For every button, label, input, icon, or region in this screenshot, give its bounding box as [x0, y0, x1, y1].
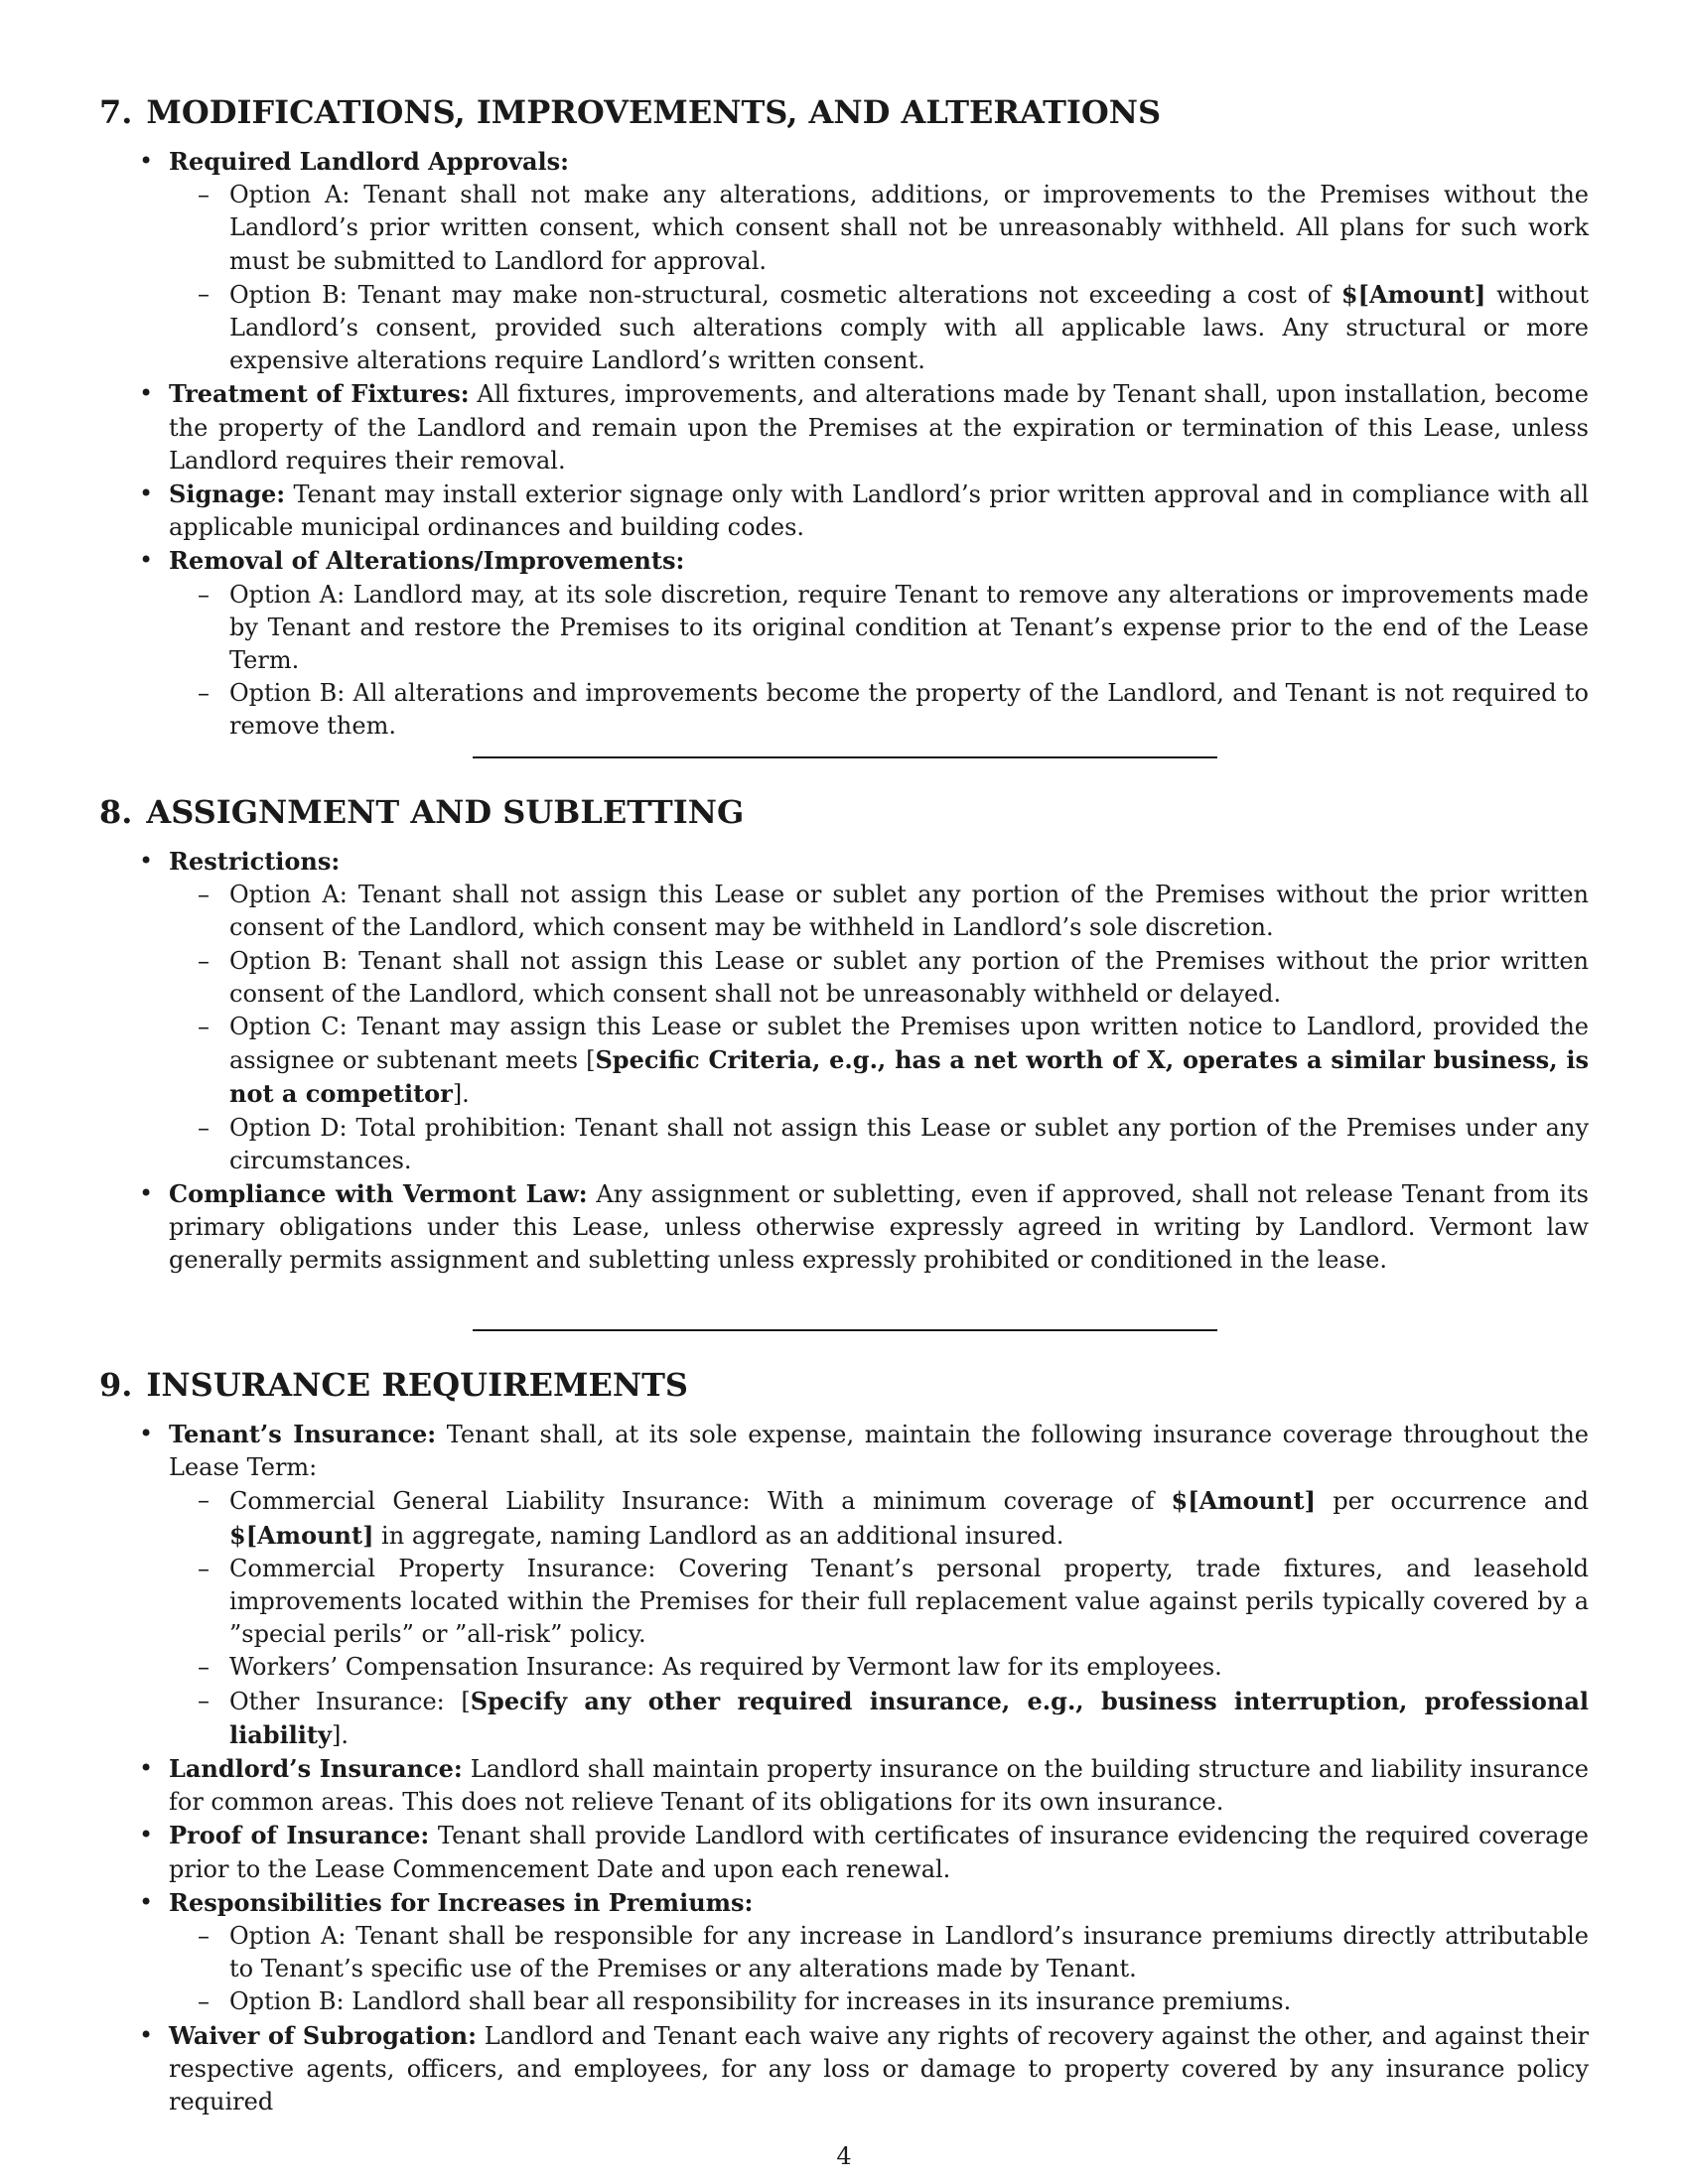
- section-title: ASSIGNMENT AND SUBLETTING: [146, 793, 745, 831]
- list-item: [169, 145, 1589, 377]
- list-item: [169, 1177, 1589, 1278]
- section-divider: [473, 1329, 1217, 1331]
- sub-list-item: – Option A: Tenant shall be responsible for any increase in Landlord’s insurance premiums directly attributable to Tenant’s specific use of the Premises or any alterations made by Tenant.: [229, 1920, 1589, 1985]
- text: in aggregate, naming Landlord as an additional insured.: [373, 1521, 1064, 1550]
- sub-list-item: – Option B: Tenant shall not assign this Lease or sublet any portion of the Premises without the prior written consent of the Landlord, which consent shall not be unreasonably withheld or delayed.: [229, 945, 1589, 1011]
- list-item: [169, 1886, 1589, 2019]
- item-text: Tenant may install exterior signage only with Landlord’s prior written approval and in compliance with all applicable municipal ordinances and building codes.: [169, 480, 1589, 542]
- item-label: Responsibilities for Increases in Premiums:: [169, 1887, 754, 1917]
- list-item: [169, 845, 1589, 1177]
- item-text: All fixtures, improvements, and alterations made by Tenant shall, upon installation, become the property of the Landlord and remain upon the Premises at the expiration or termination of this Lease, unless Landlord requires their removal.: [169, 380, 1589, 475]
- amount-placeholder: $[Amount]: [1171, 1486, 1316, 1516]
- sub-list-item: – Option A: Landlord may, at its sole discretion, require Tenant to remove any alterations or improvements made by Tenant and restore the Premises to its original condition at Tenant’s expense prior to the end of the Lease Term.: [229, 579, 1589, 678]
- text: ].: [331, 1720, 349, 1749]
- section-number: 9.: [99, 1366, 133, 1404]
- sub-list: [169, 1920, 1589, 2019]
- list-item: [169, 544, 1589, 743]
- section-number: 8.: [99, 793, 133, 831]
- section-8: [99, 791, 1589, 1278]
- amount-placeholder: $[Amount]: [229, 1520, 374, 1550]
- item-text: Tenant shall provide Landlord with certificates of insurance evidencing the required coverage prior to the Lease Commencement Date and upon each renewal.: [169, 1822, 1589, 1883]
- item-label: Signage:: [169, 479, 286, 509]
- item-text: Any assignment or subletting, even if approved, shall not release Tenant from its primary obligations under this Lease, unless otherwise expressly agreed in writing by Landlord. Vermont law generally permits assignment and subletting unless expressly prohibited or conditioned in the lease.: [169, 1180, 1589, 1275]
- section-7: [99, 91, 1589, 744]
- item-label: Proof of Insurance:: [169, 1821, 430, 1850]
- item-label: Restrictions:: [169, 847, 341, 876]
- insurance-placeholder: Specify any other required insurance, e.g., business interruption, professional liability: [229, 1686, 1589, 1749]
- text: without Landlord’s consent, provided such alterations comply with all applicable laws. Any structural or more expensive alterations require Landlord’s written consent.: [229, 280, 1590, 375]
- sub-list: [169, 879, 1589, 1177]
- item-label: Compliance with Vermont Law:: [169, 1179, 588, 1209]
- sub-list-item: – Commercial Property Insurance: Covering Tenant’s personal property, trade fixtures, and leasehold improvements located within the Premises for their full replacement value against perils typically covered by a ”special perils” or ”all-risk” policy.: [229, 1553, 1589, 1652]
- item-text: Landlord and Tenant each waive any rights of recovery against the other, and against their respective agents, officers, and employees, for any loss or damage to property covered by any insurance policy required: [169, 2021, 1589, 2116]
- criteria-placeholder: Specific Criteria, e.g., has a net worth of X, operates a similar business, is not a competitor: [229, 1045, 1589, 1109]
- amount-placeholder: $[Amount]: [1340, 279, 1486, 309]
- section-7-list: [99, 145, 1589, 744]
- section-divider: [473, 756, 1217, 758]
- sub-list-item: – Option D: Total prohibition: Tenant shall not assign this Lease or sublet any portion of the Premises under any circumstances.: [229, 1112, 1589, 1177]
- item-label: Landlord’s Insurance:: [169, 1754, 463, 1784]
- section-title: MODIFICATIONS, IMPROVEMENTS, AND ALTERATIONS: [146, 93, 1162, 131]
- item-label: Treatment of Fixtures:: [169, 379, 470, 409]
- text: Other Insurance: [: [229, 1687, 471, 1715]
- list-item: [169, 1819, 1589, 1885]
- text: per occurrence and: [1315, 1487, 1590, 1516]
- list-item: [169, 377, 1589, 478]
- list-item: [169, 1752, 1589, 1819]
- sub-list-item: [229, 1011, 1589, 1112]
- item-label: Tenant’s Insurance:: [169, 1420, 437, 1448]
- item-label: Removal of Alterations/Improvements:: [169, 546, 685, 576]
- section-9-heading: [99, 1364, 1589, 1406]
- section-7-heading: [99, 91, 1589, 133]
- page-number: 4: [836, 2142, 852, 2170]
- section-title: INSURANCE REQUIREMENTS: [146, 1366, 689, 1404]
- sub-list-item: – Option A: Tenant shall not assign this Lease or sublet any portion of the Premises without the prior written consent of the Landlord, which consent may be withheld in Landlord’s sole discretion.: [229, 879, 1589, 944]
- sub-list-item: – Option A: Tenant shall not make any alterations, additions, or improvements to the Premises without the Landlord’s prior written consent, which consent shall not be unreasonably withheld. All plans for such work must be submitted to Landlord for approval.: [229, 179, 1589, 278]
- item-label: Required Landlord Approvals:: [169, 147, 569, 176]
- sub-list: [169, 179, 1589, 377]
- sub-list-item: – Option B: All alterations and improvements become the property of the Landlord, and Tenant is not required to remove them.: [229, 677, 1589, 743]
- section-8-list: [99, 845, 1589, 1278]
- item-text: Landlord shall maintain property insurance on the building structure and liability insurance for common areas. This does not relieve Tenant of its obligations for its own insurance.: [169, 1755, 1589, 1817]
- text: Option C: Tenant may assign this Lease or sublet the Premises upon written notice to Landlord, provided the assignee or subtenant meets [: [229, 1013, 1589, 1075]
- section-8-heading: [99, 791, 1589, 833]
- sub-list: [169, 579, 1589, 744]
- section-9-list: [99, 1418, 1589, 2118]
- item-text: Tenant shall, at its sole expense, maintain the following insurance coverage throughout the Lease Term:: [169, 1421, 1589, 1482]
- sub-list-item: [229, 278, 1589, 378]
- list-item: [169, 1418, 1589, 1752]
- sub-list-item: [229, 1685, 1589, 1752]
- item-label: Waiver of Subrogation:: [169, 2020, 477, 2050]
- section-9: [99, 1364, 1589, 2118]
- text: Commercial General Liability Insurance: With a minimum coverage of: [229, 1487, 1172, 1516]
- sub-list-item: – Workers’ Compensation Insurance: As required by Vermont law for its employees.: [229, 1651, 1589, 1684]
- text: Option B: Tenant may make non-structural, cosmetic alterations not exceeding a cost of: [229, 280, 1341, 309]
- sub-list: [169, 1484, 1589, 1752]
- list-item: [169, 478, 1589, 544]
- section-number: 7.: [99, 93, 133, 131]
- sub-list-item: [229, 1484, 1589, 1552]
- text: ].: [452, 1080, 470, 1109]
- list-item: [169, 2019, 1589, 2119]
- sub-list-item: – Option B: Landlord shall bear all responsibility for increases in its insurance premiums.: [229, 1985, 1589, 2018]
